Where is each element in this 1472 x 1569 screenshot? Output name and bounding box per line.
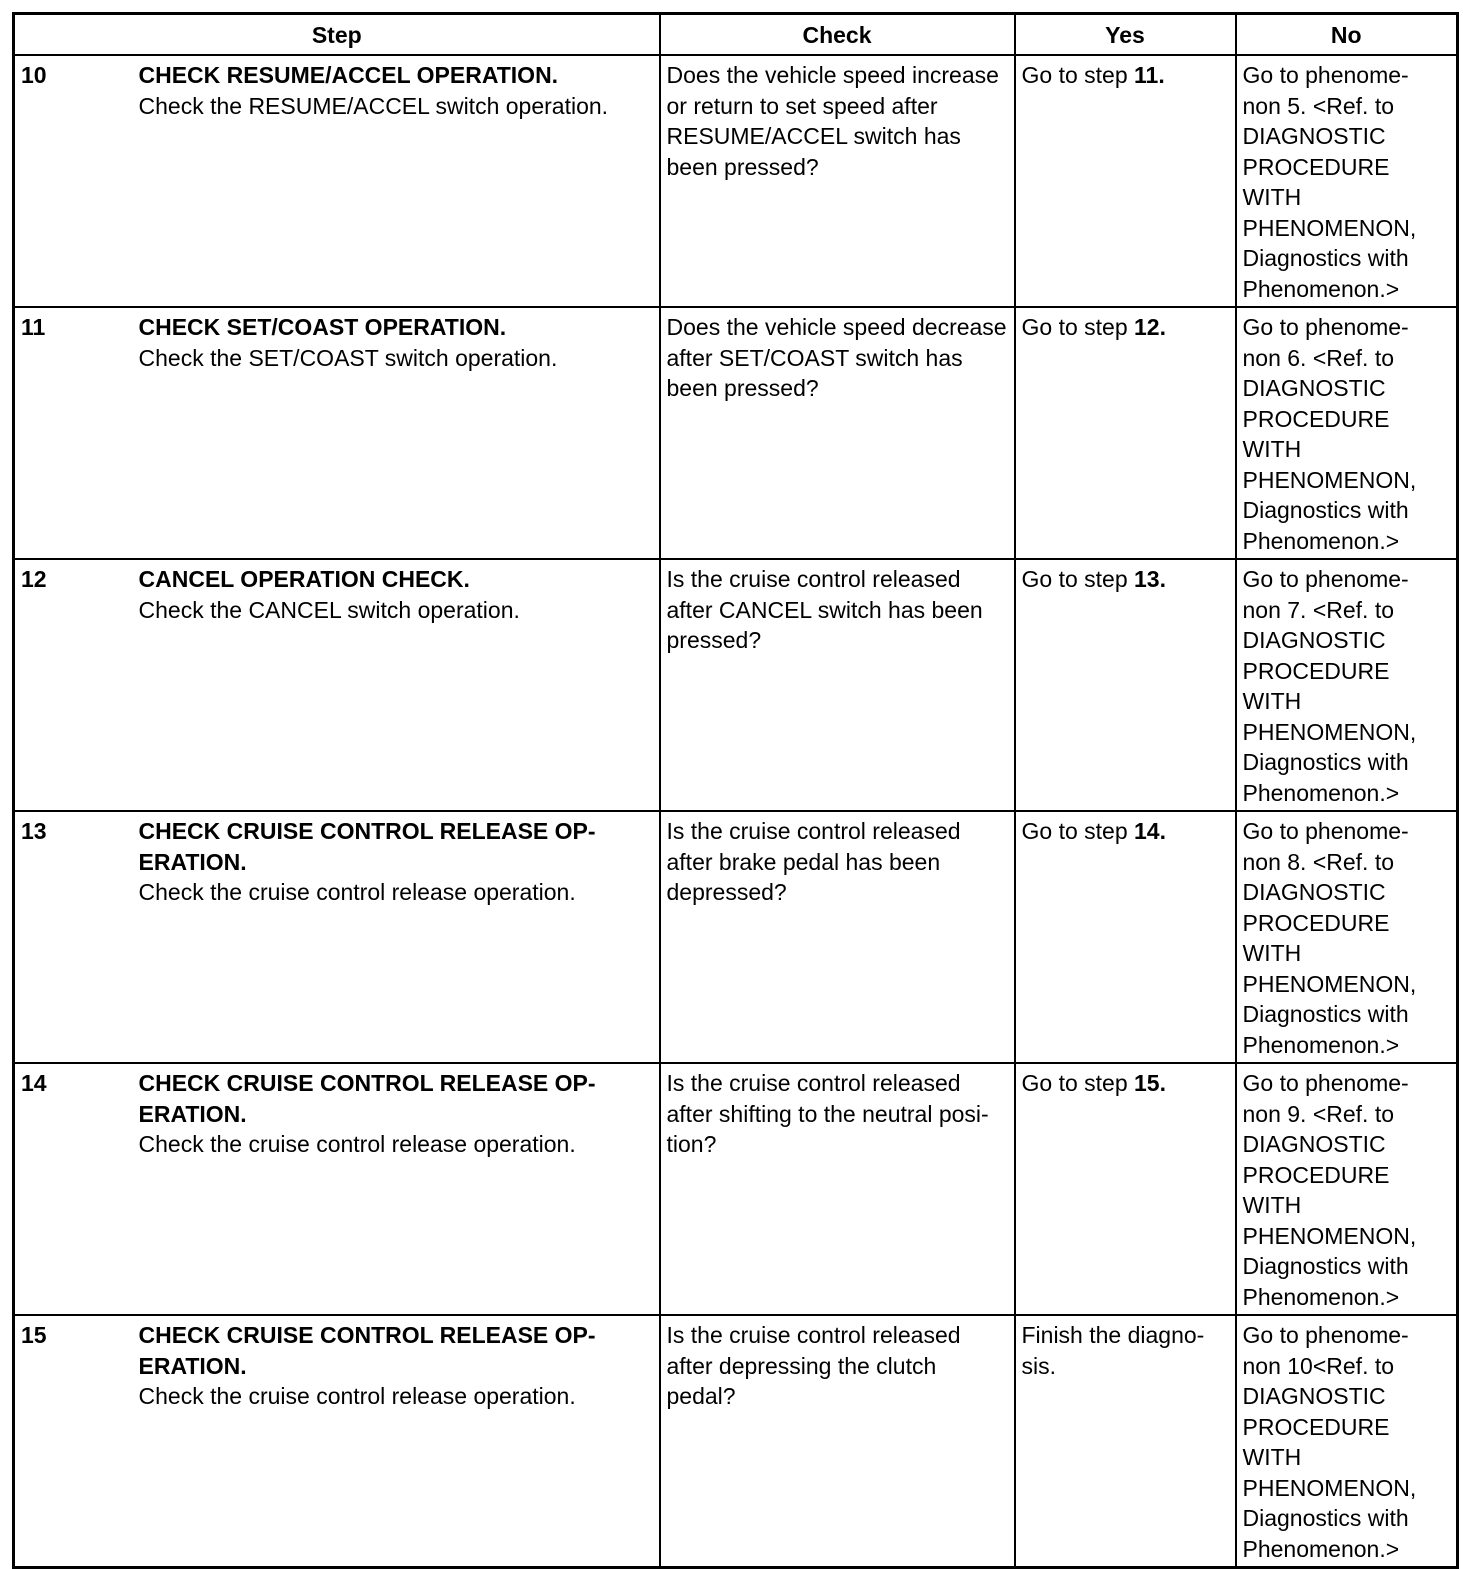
no-text-line: PHENOMENON, <box>1242 466 1417 493</box>
no-text-line: DIAGNOSTIC <box>1242 627 1386 653</box>
header-step: Step <box>14 14 660 56</box>
step-number: 12 <box>14 559 133 811</box>
no-text-line: DIAGNOSTIC <box>1242 879 1386 905</box>
check-cell: Is the cruise control released after depressing the clutch pedal? <box>660 1315 1015 1568</box>
yes-cell <box>1015 55 1236 307</box>
header-check: Check <box>660 14 1015 56</box>
step-description: Check the cruise control release operation. <box>138 1383 576 1409</box>
yes-step-reference: 11. <box>1134 62 1165 88</box>
yes-step-reference: 15. <box>1134 1070 1166 1096</box>
no-text-line: Diagnostics with <box>1242 1505 1409 1531</box>
check-cell: Is the cruise control released after CANCEL switch has been pressed? <box>660 559 1015 811</box>
step-number: 11 <box>14 307 133 559</box>
step-title: CHECK RESUME/ACCEL OPERATION. <box>138 62 559 88</box>
step-number: 13 <box>14 811 133 1063</box>
yes-text: Go to step <box>1021 314 1135 340</box>
step-title: CHECK SET/COAST OPERATION. <box>138 314 507 340</box>
no-text-line: Diagnostics with <box>1242 245 1409 271</box>
no-text-line: PROCEDURE <box>1242 153 1390 180</box>
step-description: Check the RESUME/ACCEL switch operation. <box>138 92 609 119</box>
no-text-line: PHENOMENON, <box>1242 718 1417 745</box>
yes-cell <box>1015 559 1236 811</box>
step-description: Check the cruise control release operation. <box>138 1131 576 1157</box>
check-cell: Does the vehicle speed decrease after SET/COAST switch has been pressed? <box>660 307 1015 559</box>
no-cell <box>1236 1063 1458 1315</box>
no-text-line: PROCEDURE <box>1242 657 1390 684</box>
yes-text: Go to step <box>1021 1070 1135 1096</box>
no-text-line: PROCEDURE <box>1242 1413 1390 1440</box>
no-text-line: PROCEDURE <box>1242 405 1390 432</box>
no-text-line: Diagnostics with <box>1242 1253 1409 1279</box>
no-text-line: WITH <box>1242 940 1302 966</box>
step-title: CHECK CRUISE CONTROL RELEASE OP-ERATION. <box>138 818 596 875</box>
no-text-line: non 8. <Ref. to <box>1242 848 1395 875</box>
no-text-line: DIAGNOSTIC <box>1242 1383 1386 1409</box>
table-row <box>14 811 1458 1063</box>
step-title: CHECK CRUISE CONTROL RELEASE OP-ERATION. <box>138 1070 596 1127</box>
step-cell <box>133 559 660 811</box>
check-cell: Does the vehicle speed increase or return to set speed after RESUME/ACCEL switch has been pressed? <box>660 55 1015 307</box>
yes-step-reference: 13. <box>1134 566 1166 592</box>
yes-cell <box>1015 1315 1236 1568</box>
yes-text: Go to step <box>1021 566 1135 592</box>
no-text-line: Go to phenome- <box>1242 1322 1409 1348</box>
no-text-line: Phenomenon.> <box>1242 1283 1400 1310</box>
no-text-line: non 6. <Ref. to <box>1242 344 1395 371</box>
yes-cell <box>1015 1063 1236 1315</box>
table-row <box>14 1063 1458 1315</box>
yes-cell <box>1015 307 1236 559</box>
no-text-line: PHENOMENON, <box>1242 970 1417 997</box>
no-text-line: Phenomenon.> <box>1242 779 1400 806</box>
step-number: 15 <box>14 1315 133 1568</box>
step-cell <box>133 811 660 1063</box>
no-text-line: DIAGNOSTIC <box>1242 1131 1386 1157</box>
yes-text: Finish the diagno-sis. <box>1021 1322 1205 1379</box>
header-row <box>14 14 1458 56</box>
no-text-line: WITH <box>1242 184 1302 210</box>
table-row <box>14 307 1458 559</box>
no-text-line: Go to phenome- <box>1242 818 1409 844</box>
step-description: Check the cruise control release operation. <box>138 879 576 905</box>
diagnostic-table <box>12 12 1459 1569</box>
table-row <box>14 1315 1458 1568</box>
no-cell <box>1236 1315 1458 1568</box>
no-text-line: PROCEDURE <box>1242 1161 1390 1188</box>
no-cell <box>1236 307 1458 559</box>
no-text-line: Diagnostics with <box>1242 749 1409 775</box>
no-text-line: DIAGNOSTIC <box>1242 375 1386 401</box>
no-text-line: PROCEDURE <box>1242 909 1390 936</box>
step-cell <box>133 55 660 307</box>
no-text-line: non 5. <Ref. to <box>1242 92 1395 119</box>
no-text-line: Go to phenome- <box>1242 566 1409 592</box>
step-cell <box>133 1063 660 1315</box>
table-row <box>14 55 1458 307</box>
no-text-line: non 7. <Ref. to <box>1242 596 1395 623</box>
no-text-line: Phenomenon.> <box>1242 1535 1400 1562</box>
check-cell: Is the cruise control released after brake pedal has been depressed? <box>660 811 1015 1063</box>
no-text-line: WITH <box>1242 1192 1302 1218</box>
yes-step-reference: 12. <box>1134 314 1166 340</box>
no-cell <box>1236 55 1458 307</box>
no-text-line: Phenomenon.> <box>1242 1031 1400 1058</box>
step-number: 10 <box>14 55 133 307</box>
step-cell <box>133 1315 660 1568</box>
no-text-line: Diagnostics with <box>1242 497 1409 523</box>
header-yes: Yes <box>1015 14 1236 56</box>
check-cell: Is the cruise control released after shifting to the neutral posi-tion? <box>660 1063 1015 1315</box>
step-description: Check the SET/COAST switch operation. <box>138 344 558 371</box>
no-text-line: PHENOMENON, <box>1242 214 1417 241</box>
table-row <box>14 559 1458 811</box>
step-number: 14 <box>14 1063 133 1315</box>
no-text-line: Go to phenome- <box>1242 314 1409 340</box>
step-title: CHECK CRUISE CONTROL RELEASE OP-ERATION. <box>138 1322 596 1379</box>
step-description: Check the CANCEL switch operation. <box>138 596 520 623</box>
no-text-line: Go to phenome- <box>1242 62 1409 88</box>
no-text-line: Phenomenon.> <box>1242 527 1400 554</box>
no-text-line: WITH <box>1242 436 1302 462</box>
no-text-line: Phenomenon.> <box>1242 275 1400 302</box>
header-no: No <box>1236 14 1458 56</box>
no-text-line: WITH <box>1242 1444 1302 1470</box>
no-text-line: non 9. <Ref. to <box>1242 1100 1395 1127</box>
no-text-line: WITH <box>1242 688 1302 714</box>
no-text-line: non 10<Ref. to <box>1242 1352 1395 1379</box>
no-text-line: Go to phenome- <box>1242 1070 1409 1096</box>
no-text-line: PHENOMENON, <box>1242 1222 1417 1249</box>
step-title: CANCEL OPERATION CHECK. <box>138 566 470 592</box>
no-text-line: DIAGNOSTIC <box>1242 123 1386 149</box>
step-cell <box>133 307 660 559</box>
yes-text: Go to step <box>1021 818 1135 844</box>
yes-step-reference: 14. <box>1134 818 1166 844</box>
yes-cell <box>1015 811 1236 1063</box>
no-cell <box>1236 559 1458 811</box>
no-text-line: Diagnostics with <box>1242 1001 1409 1027</box>
no-cell <box>1236 811 1458 1063</box>
yes-text: Go to step <box>1021 62 1135 88</box>
no-text-line: PHENOMENON, <box>1242 1474 1417 1501</box>
